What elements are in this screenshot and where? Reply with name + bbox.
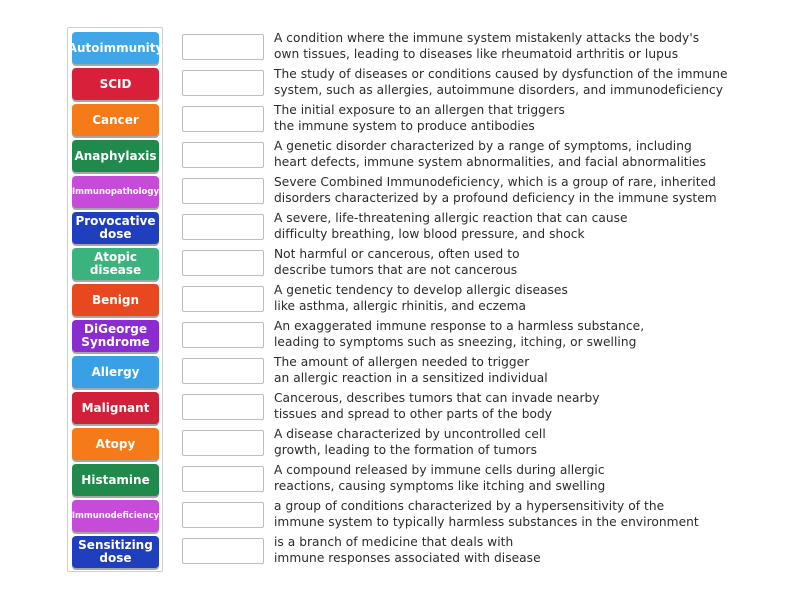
term-tile-immunodeficiency[interactable]: Immunodeficiency	[72, 500, 159, 532]
term-tile-atopicdisease[interactable]: Atopic disease	[72, 248, 159, 280]
answer-slot[interactable]	[182, 322, 264, 348]
definition-text: The amount of allergen needed to trigger an allergic reaction in a sensitized individual	[274, 355, 548, 385]
answer-slot[interactable]	[182, 70, 264, 96]
definition-text: A disease characterized by uncontrolled cell growth, leading to the formation of tumors	[274, 427, 546, 457]
term-tile-histamine[interactable]: Histamine	[72, 464, 159, 496]
term-tile-benign[interactable]: Benign	[72, 284, 159, 316]
term-tile-digeorgesyndrome[interactable]: DiGeorge Syndrome	[72, 320, 159, 352]
definition-text: Not harmful or cancerous, often used to describe tumors that are not cancerous	[274, 247, 520, 277]
answer-slot[interactable]	[182, 466, 264, 492]
term-tile-atopy[interactable]: Atopy	[72, 428, 159, 460]
term-tile-cancer[interactable]: Cancer	[72, 104, 159, 136]
term-tile-anaphylaxis[interactable]: Anaphylaxis	[72, 140, 159, 172]
definition-text: Cancerous, describes tumors that can invade nearby tissues and spread to other parts of the body	[274, 391, 600, 421]
definition-text: A severe, life-threatening allergic reaction that can cause difficulty breathing, low blood pressure, and shock	[274, 211, 628, 241]
definition-text: A genetic tendency to develop allergic diseases like asthma, allergic rhinitis, and eczema	[274, 283, 568, 313]
definition-text: An exaggerated immune response to a harmless substance, leading to symptoms such as sneezing, itching, or swelling	[274, 319, 645, 349]
definition-text: is a branch of medicine that deals with immune responses associated with disease	[274, 535, 541, 565]
answer-slot[interactable]	[182, 142, 264, 168]
term-tile-allergy[interactable]: Allergy	[72, 356, 159, 388]
answer-slot[interactable]	[182, 502, 264, 528]
definition-text: a group of conditions characterized by a hypersensitivity of the immune system to typically harmless substances in the environment	[274, 499, 699, 529]
definition-text: A compound released by immune cells during allergic reactions, causing symptoms like itching and swelling	[274, 463, 606, 493]
term-tile-provocativedose[interactable]: Provocative dose	[72, 212, 159, 244]
definition-text: The study of diseases or conditions caused by dysfunction of the immune system, such as allergies, autoimmune disorders, and immunodeficiency	[274, 67, 728, 97]
definition-text: Severe Combined Immunodeficiency, which is a group of rare, inherited disorders characterized by a profound deficiency in the immune system	[274, 175, 717, 205]
answer-slot[interactable]	[182, 430, 264, 456]
answer-slot[interactable]	[182, 250, 264, 276]
tile-bank	[67, 27, 163, 572]
answer-slot[interactable]	[182, 538, 264, 564]
term-tile-sensitizingdose[interactable]: Sensitizing dose	[72, 536, 159, 568]
term-tile-immunopathology[interactable]: Immunopathology	[72, 176, 159, 208]
term-tile-malignant[interactable]: Malignant	[72, 392, 159, 424]
answer-slot[interactable]	[182, 34, 264, 60]
answer-slot[interactable]	[182, 178, 264, 204]
definition-text: A condition where the immune system mistakenly attacks the body's own tissues, leading to diseases like rheumatoid arthritis or lupus	[274, 31, 700, 61]
definition-text: The initial exposure to an allergen that triggers the immune system to produce antibodies	[274, 103, 565, 133]
answer-slot[interactable]	[182, 394, 264, 420]
definition-text: A genetic disorder characterized by a range of symptoms, including heart defects, immune system abnormalities, and facial abnormalities	[274, 139, 706, 169]
answer-slot[interactable]	[182, 106, 264, 132]
answer-slot[interactable]	[182, 358, 264, 384]
term-tile-scid[interactable]: SCID	[72, 68, 159, 100]
answer-slot[interactable]	[182, 286, 264, 312]
answer-slot[interactable]	[182, 214, 264, 240]
term-tile-autoimmunity[interactable]: Autoimmunity	[72, 32, 159, 64]
